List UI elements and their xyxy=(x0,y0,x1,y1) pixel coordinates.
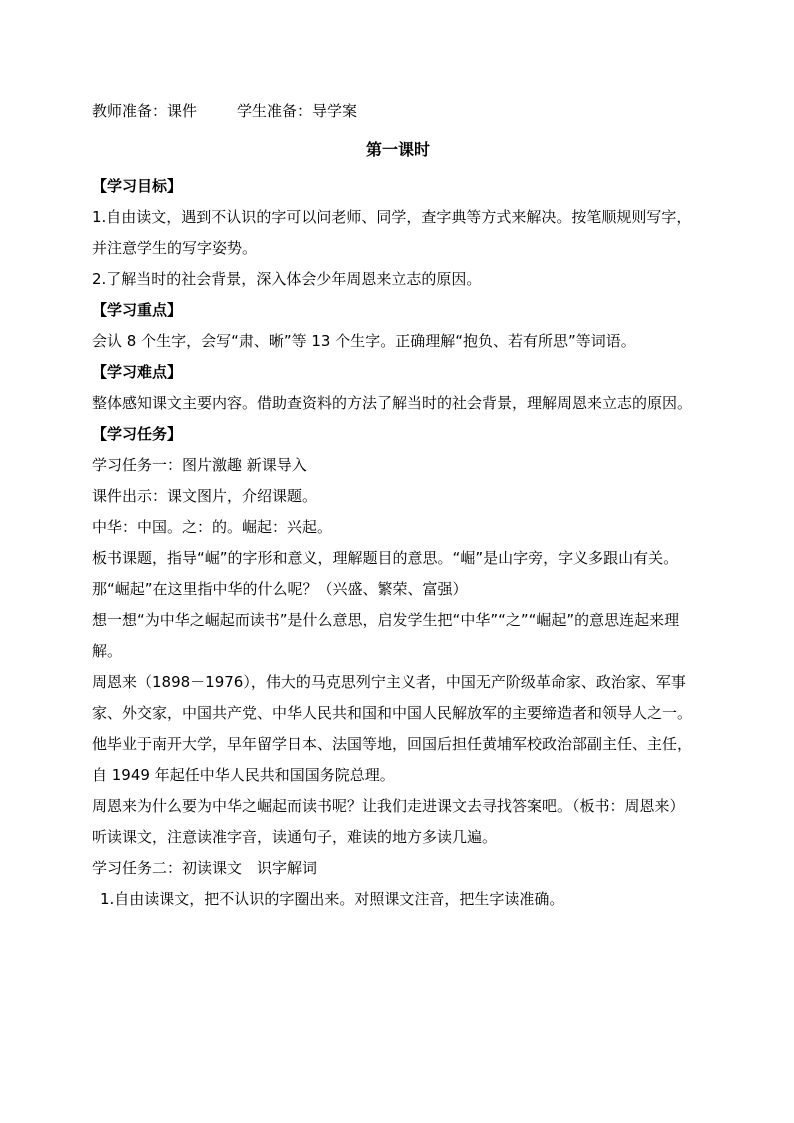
difficulty-heading: 【学习难点】 xyxy=(92,363,183,381)
paragraph: 听读课文，注意读准字音，读通句子，难读的地方多读几遍。 xyxy=(92,828,498,846)
paragraph: 周恩来为什么要为中华之崛起而读书呢？让我们走进课文去寻找答案吧。（板书：周恩来） xyxy=(92,797,685,815)
paragraph: 学习任务二：初读课文 识字解词 xyxy=(92,859,318,877)
difficulty-text: 整体感知课文主要内容。借助查资料的方法了解当时的社会背景，理解周恩来立志的原因。 xyxy=(92,394,693,412)
paragraph: 板书课题，指导“崛”的字形和意义，理解题目的意思。“崛”是山字旁，字义多跟山有关。那“崛起”在这里指中华的什么呢？（兴盛、繁荣、富强） xyxy=(92,549,679,598)
paragraph: 1.自由读课文，把不认识的字圈出来。对照课文注音，把生字读准确。 xyxy=(100,890,565,908)
paragraph: 课件出示：课文图片，介绍课题。 xyxy=(92,487,318,505)
goals-heading: 【学习目标】 xyxy=(92,177,183,195)
preparation-line xyxy=(92,96,704,127)
paragraph: 想一想“为中华之崛起而读书”是什么意思，启发学生把“中华”“之”“崛起”的意思连起来理解。 xyxy=(92,611,680,660)
document-body xyxy=(92,96,704,915)
tasks-heading: 【学习任务】 xyxy=(92,425,183,443)
paragraph: 周恩来（1898－1976），伟大的马克思列宁主义者，中国无产阶级革命家、政治家、军事家、外交家，中国共产党、中华人民共和国和中国人民解放军的主要缔造者和领导人之一。他毕业于南开大学，早年留学日本、法国等地，回国后担任黄埔军校政治部副主任、主任，自 1949 年起任中华人民共和国国务院总理。 xyxy=(92,673,693,784)
paragraph: 中华：中国。之：的。崛起：兴起。 xyxy=(92,518,333,536)
student-prep: 学生准备：导学案 xyxy=(237,102,358,120)
teacher-prep: 教师准备：课件 xyxy=(92,102,198,120)
key-points-heading: 【学习重点】 xyxy=(92,301,183,319)
key-points-text: 会认 8 个生字，会写“肃、晰”等 13 个生字。正确理解“抱负、若有所思”等词语。 xyxy=(92,332,636,350)
lesson-title: 第一课时 xyxy=(365,140,430,159)
goal-item-1: 1.自由读文，遇到不认识的字可以问老师、同学，查字典等方式来解决。按笔顺规则写字，并注意学生的写字姿势。 xyxy=(92,208,692,257)
paragraph: 学习任务一：图片激趣 新课导入 xyxy=(92,456,307,474)
goal-item-2: 2.了解当时的社会背景，深入体会少年周恩来立志的原因。 xyxy=(92,270,482,288)
